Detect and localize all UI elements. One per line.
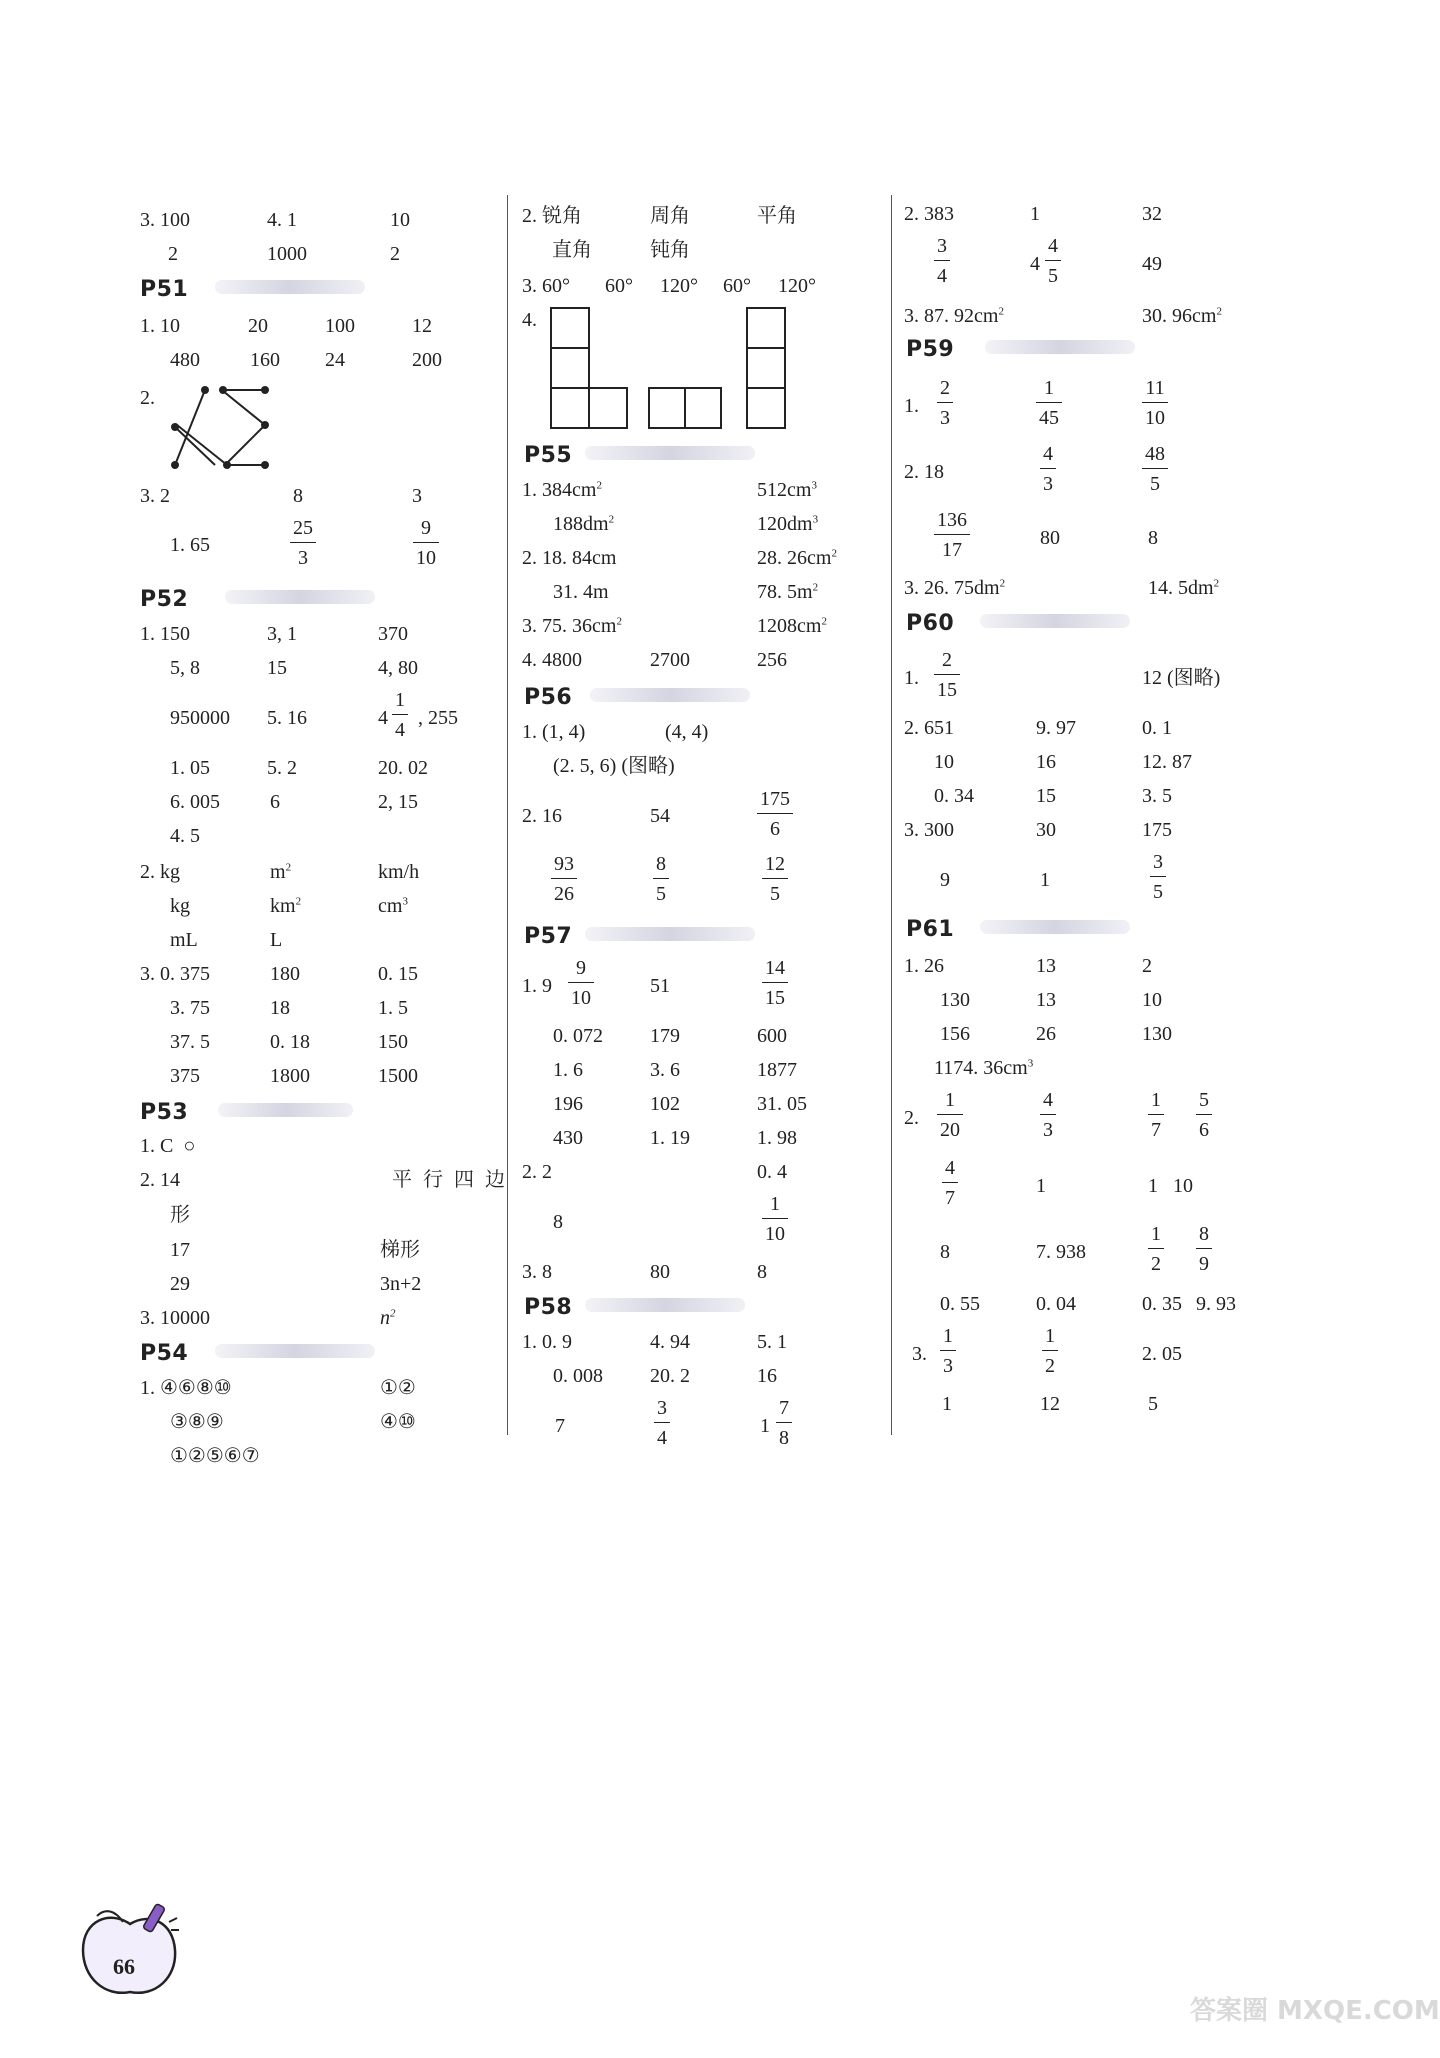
column-divider-1 (507, 195, 508, 1435)
answer: 1. C ○ (140, 1135, 196, 1157)
answer: 256 (757, 649, 787, 671)
fraction: $\frac{1}{10}$ (762, 1194, 788, 1244)
fraction: $\frac{9}{10}$ (568, 958, 594, 1008)
heading-band (215, 1344, 375, 1358)
answer: 6 (270, 791, 280, 813)
matching-lines-diagram (165, 385, 275, 475)
answer: 3. 2 (140, 485, 170, 507)
answer: 950000 (170, 707, 230, 729)
fraction: $\frac{4}{5}$ (1045, 236, 1061, 286)
answer: 0. 18 (270, 1031, 310, 1053)
answer: 3 (412, 485, 422, 507)
answer: 37. 5 (170, 1031, 210, 1053)
answer: 1. 9 (522, 975, 552, 997)
section-heading-p51: P51 (140, 277, 189, 302)
answer: 9. 93 (1196, 1293, 1236, 1315)
answer: 160 (250, 349, 280, 371)
answer: 12 (1040, 1393, 1060, 1415)
question-label: 4. (522, 309, 537, 331)
answer: 200 (412, 349, 442, 371)
answer: 8 (293, 485, 303, 507)
answer: 0. 34 (934, 785, 974, 807)
fraction: $\frac{8}{5}$ (653, 854, 669, 904)
fraction: $\frac{93}{26}$ (551, 854, 577, 904)
page-number: 66 (113, 1954, 135, 1979)
answer: (4, 4) (665, 721, 709, 743)
answer: ③⑧⑨ (170, 1411, 224, 1433)
section-heading-p56: P56 (524, 685, 573, 710)
answer: 2. 14 (140, 1169, 180, 1191)
answer: 175 (1142, 819, 1172, 841)
answer: 80 (650, 1261, 670, 1283)
question-label: 2. (140, 387, 155, 409)
answer: ①②⑤⑥⑦ (170, 1445, 260, 1467)
answer: 2. 18. 84cm (522, 547, 617, 569)
answer: $n^2$ (380, 1307, 396, 1329)
answer: 31. 4m (553, 581, 609, 603)
section-heading-p54: P54 (140, 1341, 189, 1366)
answer: 3. 75. $36cm^2$ (522, 615, 622, 637)
answer: 3. 0. 375 (140, 963, 210, 985)
column-divider-2 (891, 195, 892, 1435)
answer: 14. $5dm^2$ (1148, 577, 1220, 599)
section-heading-p57: P57 (524, 924, 573, 949)
fraction: $\frac{175}{6}$ (757, 789, 793, 839)
answer: 1. 65 (170, 534, 210, 556)
answer: 6. 005 (170, 791, 220, 813)
answer: 54 (650, 805, 670, 827)
fraction: $\frac{1}{7}$ (1148, 1090, 1164, 1140)
answer: 直角 (552, 239, 592, 261)
answer: 2, 15 (378, 791, 418, 813)
answer: 370 (378, 623, 408, 645)
answer: 1 (1036, 1175, 1046, 1197)
answer: 4. 4800 (522, 649, 582, 671)
answer: 26 (1036, 1023, 1056, 1045)
answer: 16 (757, 1365, 777, 1387)
answer: 1000 (267, 243, 307, 265)
answer: 5. 2 (267, 757, 297, 779)
answer: 2. 651 (904, 717, 954, 739)
answer: 2. 16 (522, 805, 562, 827)
answer: 2700 (650, 649, 690, 671)
answer: 5, 8 (170, 657, 200, 679)
section-heading-p52: P52 (140, 587, 189, 612)
answer: $m^2$ (270, 861, 292, 883)
heading-band (215, 280, 365, 294)
fraction: $\frac{2}{15}$ (934, 650, 960, 700)
answer: 29 (170, 1273, 190, 1295)
fraction: $\frac{4}{3}$ (1040, 1090, 1056, 1140)
answer: 430 (553, 1127, 583, 1149)
answer: 12 (图略) (1142, 667, 1221, 689)
answer: 2 (168, 243, 178, 265)
fraction: $\frac{1}{20}$ (937, 1090, 963, 1140)
answer: 1. 0. 9 (522, 1331, 572, 1353)
fraction: $\frac{4}{3}$ (1040, 444, 1056, 494)
answer: 0. 4 (757, 1161, 787, 1183)
answer: 1. 150 (140, 623, 190, 645)
answer: 1. ④⑥⑧⑩ (140, 1377, 232, 1399)
answer: 18 (270, 997, 290, 1019)
answer: 7 (555, 1415, 565, 1437)
answer: 120° (660, 275, 698, 297)
answer: 600 (757, 1025, 787, 1047)
answer: 3. 75 (170, 997, 210, 1019)
fraction: $\frac{1}{4}$ (392, 690, 408, 740)
answer: 7. 938 (1036, 1241, 1086, 1263)
answer: ④⑩ (380, 1411, 416, 1433)
fraction: $\frac{3}{4}$ (934, 236, 950, 286)
fraction: $\frac{3}{5}$ (1150, 852, 1166, 902)
answer: 1 10 (1148, 1175, 1193, 1197)
answer: 8 (1148, 527, 1158, 549)
heading-band (980, 614, 1130, 628)
fraction: $\frac{48}{5}$ (1142, 444, 1168, 494)
answer: kg (170, 895, 190, 917)
answer: ①② (380, 1377, 416, 1399)
answer: 钝角 (650, 239, 690, 261)
answer: 3. 10000 (140, 1307, 210, 1329)
answer: 1. 5 (378, 997, 408, 1019)
answer: 130 (940, 989, 970, 1011)
heading-band (985, 340, 1135, 354)
answer: 2. 383 (904, 203, 954, 225)
answer: 9. 97 (1036, 717, 1076, 739)
answer: 30. $96cm^2$ (1142, 305, 1222, 327)
answer: 130 (1142, 1023, 1172, 1045)
answer: 30 (1036, 819, 1056, 841)
answer: 80 (1040, 527, 1060, 549)
answer: 平 行 四 边 (392, 1169, 508, 1191)
answer: km/h (378, 861, 420, 883)
answer: 17 (170, 1239, 190, 1261)
answer: 1 (942, 1393, 952, 1415)
fraction: $\frac{11}{10}$ (1142, 378, 1168, 428)
answer: 1 (1030, 203, 1040, 225)
page-number-badge (75, 1902, 185, 2002)
question-label: 1. (904, 395, 919, 417)
answer: 20 (248, 315, 268, 337)
answer: 0. 04 (1036, 1293, 1076, 1315)
answer: 12. 87 (1142, 751, 1192, 773)
answer: 15 (1036, 785, 1056, 807)
heading-band (585, 446, 755, 460)
answer: 2. 05 (1142, 1343, 1182, 1365)
answer: 51 (650, 975, 670, 997)
question-label: 1. (904, 667, 919, 689)
question-label: 2. (904, 1107, 919, 1129)
answer: 0. 55 (940, 1293, 980, 1315)
answer: 60° (723, 275, 751, 297)
heading-band (980, 920, 1130, 934)
answer: 1. 19 (650, 1127, 690, 1149)
answer: 10 (934, 751, 954, 773)
answer: 3. 87. $92cm^2$ (904, 305, 1004, 327)
answer: 12 (412, 315, 432, 337)
answer: 4. 5 (170, 825, 200, 847)
fraction: $\frac{9}{10}$ (413, 518, 439, 568)
answer: 375 (170, 1065, 200, 1087)
answer: 4 (1030, 253, 1040, 275)
answer: 1. 98 (757, 1127, 797, 1149)
answer: 100 (325, 315, 355, 337)
answer: 1877 (757, 1059, 797, 1081)
answer: 5. 16 (267, 707, 307, 729)
answer: 0. 15 (378, 963, 418, 985)
answer: 150 (378, 1031, 408, 1053)
answer: 0. 35 (1142, 1293, 1182, 1315)
answer: 156 (940, 1023, 970, 1045)
answer: 2. kg (140, 861, 180, 883)
answer: 480 (170, 349, 200, 371)
answer: 2 (390, 243, 400, 265)
answer: , 255 (418, 707, 458, 729)
answer: 13 (1036, 989, 1056, 1011)
heading-band (225, 590, 375, 604)
answer: 3. 6 (650, 1059, 680, 1081)
fraction: $\frac{1}{2}$ (1042, 1326, 1058, 1376)
answer: 32 (1142, 203, 1162, 225)
section-heading-p59: P59 (906, 337, 955, 362)
answer: 8 (553, 1211, 563, 1233)
heading-band (585, 927, 755, 941)
answer: 4. 94 (650, 1331, 690, 1353)
answer: 102 (650, 1093, 680, 1115)
answer: 8 (757, 1261, 767, 1283)
answer: 0. 008 (553, 1365, 603, 1387)
answer: 1. 26 (904, 955, 944, 977)
answer: 2. 锐角 (522, 205, 582, 227)
answer: 1. $384cm^2$ (522, 479, 602, 501)
answer: 10 (1142, 989, 1162, 1011)
answer: 13 (1036, 955, 1056, 977)
answer: 20. 02 (378, 757, 428, 779)
section-heading-p61: P61 (906, 917, 955, 942)
heading-band (218, 1103, 353, 1117)
answer: $188dm^2$ (553, 513, 615, 535)
fraction: $\frac{25}{3}$ (290, 518, 316, 568)
answer: 4, 80 (378, 657, 418, 679)
answer: 1. 05 (170, 757, 210, 779)
fraction: $\frac{5}{6}$ (1196, 1090, 1212, 1140)
answer: 周角 (650, 205, 690, 227)
answer: $120dm^3$ (757, 513, 819, 535)
answer: 9 (940, 869, 950, 891)
answer: 31. 05 (757, 1093, 807, 1115)
answer: 3. 5 (1142, 785, 1172, 807)
fraction: $\frac{2}{3}$ (937, 378, 953, 428)
answer: 1 (760, 1415, 770, 1437)
question-label: 3. (912, 1343, 927, 1365)
fraction: $\frac{1}{2}$ (1148, 1224, 1164, 1274)
section-heading-p60: P60 (906, 611, 955, 636)
answer: 2. 2 (522, 1161, 552, 1183)
answer: 24 (325, 349, 345, 371)
fraction: $\frac{4}{7}$ (942, 1158, 958, 1208)
answer: $1208cm^2$ (757, 615, 827, 637)
answer: 120° (778, 275, 816, 297)
section-heading-p53: P53 (140, 1100, 189, 1125)
fraction: $\frac{8}{9}$ (1196, 1224, 1212, 1274)
answer: (2. 5, 6) (图略) (553, 755, 675, 777)
answer: 78. $5m^2$ (757, 581, 819, 603)
answer: 1. 6 (553, 1059, 583, 1081)
answer: 179 (650, 1025, 680, 1047)
answer: 5. 1 (757, 1331, 787, 1353)
answer: 形 (170, 1204, 190, 1226)
answer: 28. $26cm^2$ (757, 547, 837, 569)
answer: 1500 (378, 1065, 418, 1087)
answer: L (270, 929, 283, 951)
answer: $km^2$ (270, 895, 302, 917)
heading-band (590, 688, 750, 702)
answer: mL (170, 929, 198, 951)
answer: 196 (553, 1093, 583, 1115)
answer: $512cm^3$ (757, 479, 817, 501)
answer: 0. 1 (1142, 717, 1172, 739)
answer: 2 (1142, 955, 1152, 977)
answer: 20. 2 (650, 1365, 690, 1387)
fraction: $\frac{1}{3}$ (940, 1326, 956, 1376)
answer: 3. 8 (522, 1261, 552, 1283)
answer: 3. 100 (140, 209, 190, 231)
section-heading-p58: P58 (524, 1295, 573, 1320)
answer: 梯形 (380, 1239, 420, 1261)
answer: 10 (390, 209, 410, 231)
answer: 3. 60° (522, 275, 570, 297)
fraction: $\frac{1}{45}$ (1036, 378, 1062, 428)
answer: 1800 (270, 1065, 310, 1087)
section-heading-p55: P55 (524, 443, 573, 468)
cube-views-diagram (550, 305, 790, 431)
answer: 1. (1, 4) (522, 721, 586, 743)
answer: 4 (378, 707, 388, 729)
fraction: $\frac{136}{17}$ (934, 510, 970, 560)
answer: 3, 1 (267, 623, 297, 645)
fraction: $\frac{14}{15}$ (762, 958, 788, 1008)
answer: 0. 072 (553, 1025, 603, 1047)
answer: 1. 10 (140, 315, 180, 337)
answer: 1174. $36cm^3$ (934, 1057, 1034, 1079)
fraction: $\frac{12}{5}$ (762, 854, 788, 904)
heading-band (585, 1298, 745, 1312)
answer: 4. 1 (267, 209, 297, 231)
answer: 49 (1142, 253, 1162, 275)
answer: $cm^3$ (378, 895, 408, 917)
answer: 3. 26. $75dm^2$ (904, 577, 1006, 599)
answer: 16 (1036, 751, 1056, 773)
fraction: $\frac{7}{8}$ (776, 1398, 792, 1448)
apple-icon (75, 1902, 185, 2002)
answer: 1 (1040, 869, 1050, 891)
answer: 180 (270, 963, 300, 985)
answer: 3n+2 (380, 1273, 422, 1295)
answer: 60° (605, 275, 633, 297)
answer: 15 (267, 657, 287, 679)
answer: 5 (1148, 1393, 1158, 1415)
answer: 8 (940, 1241, 950, 1263)
fraction: $\frac{3}{4}$ (654, 1398, 670, 1448)
answer: 2. 18 (904, 461, 944, 483)
answer: 3. 300 (904, 819, 954, 841)
watermark: 答案圈 MXQE.COM (1190, 1996, 1440, 2026)
answer: 平角 (757, 205, 797, 227)
